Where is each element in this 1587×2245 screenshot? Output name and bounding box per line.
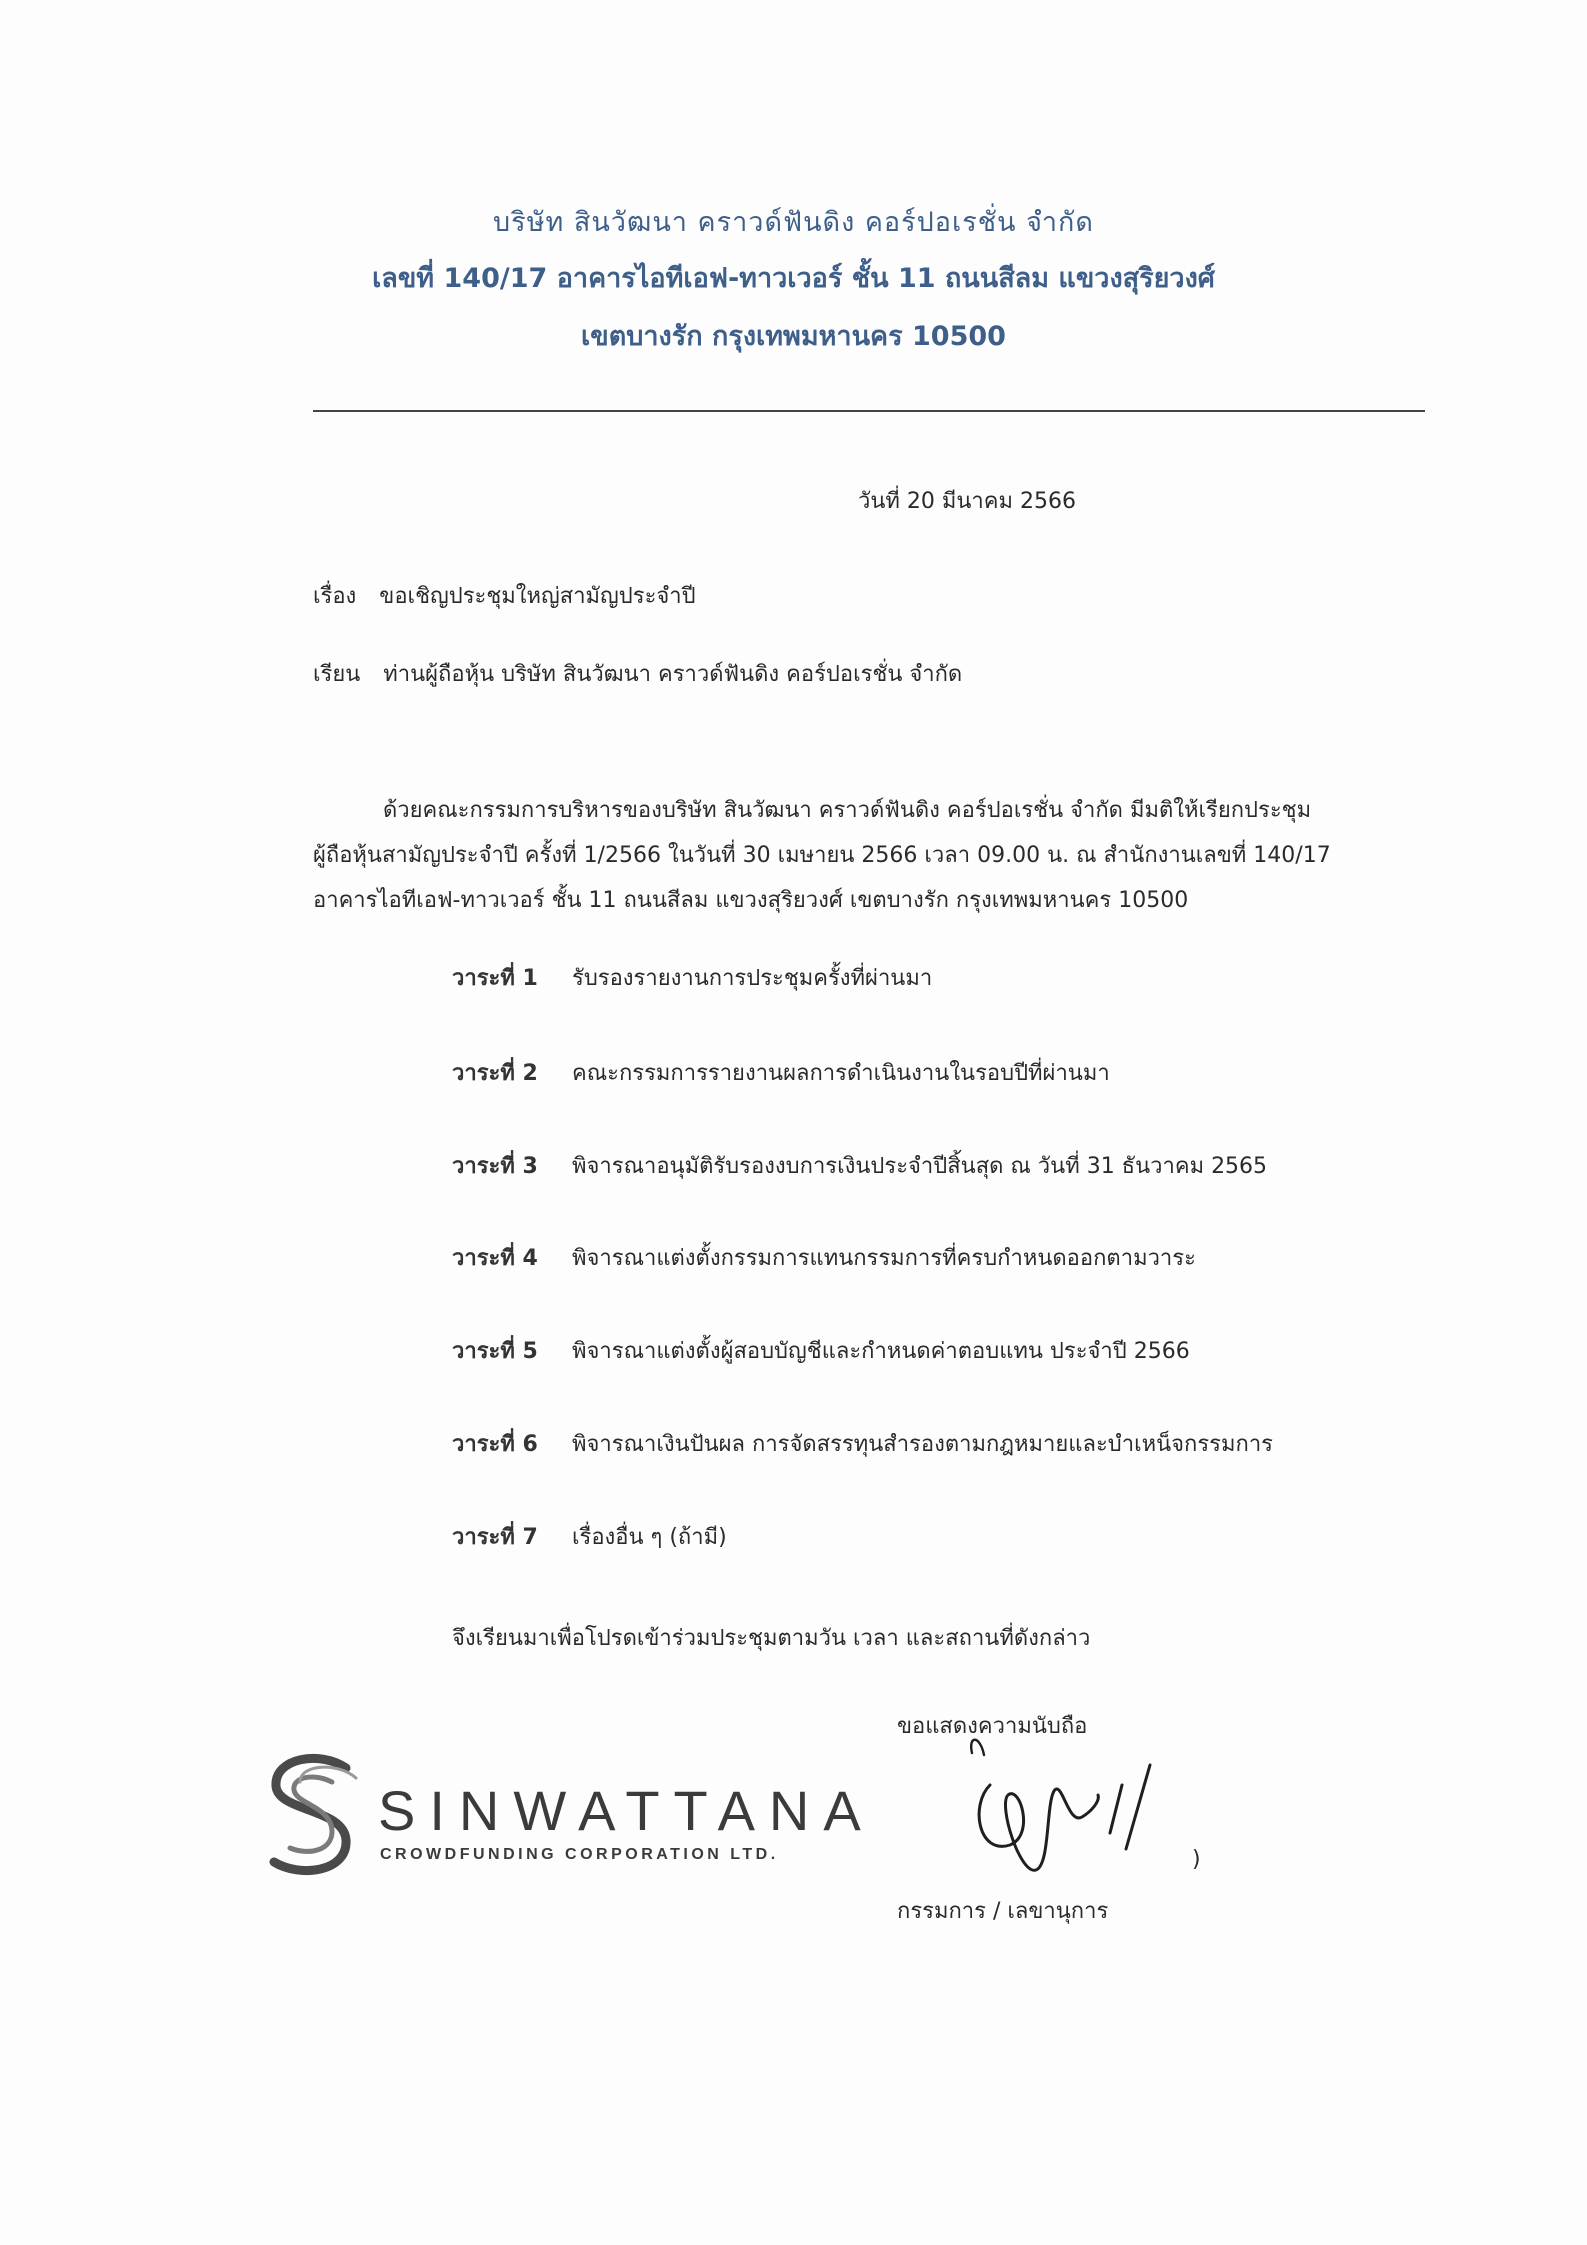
company-logo bbox=[260, 1748, 875, 1888]
subject-label: เรื่อง bbox=[313, 584, 357, 609]
sinwattana-s-logo-icon bbox=[260, 1748, 370, 1883]
signature-name-close-paren: ) bbox=[1192, 1847, 1201, 1872]
salutation-text: ท่านผู้ถือหุ้น บริษัท สินวัฒนา คราวด์ฟันดิง คอร์ปอเรชั่น จำกัด bbox=[383, 662, 963, 687]
agenda-number: วาระที่ 7 bbox=[452, 1525, 538, 1550]
letterhead-company-name: บริษัท สินวัฒนา คราวด์ฟันดิง คอร์ปอเรชั่น จำกัด bbox=[493, 207, 1094, 238]
regards-line: ขอแสดงความนับถือ bbox=[897, 1714, 1088, 1739]
body-line-2: ผู้ถือหุ้นสามัญประจำปี ครั้งที่ 1/2566 ในวันที่ 30 เมษายน 2566 เวลา 09.00 น. ณ สำนักงานเลขที่ 140/17 bbox=[313, 843, 1331, 868]
agenda-text: พิจารณาแต่งตั้งผู้สอบบัญชีและกำหนดค่าตอบแทน ประจำปี 2566 bbox=[572, 1339, 1190, 1364]
salutation-line bbox=[313, 656, 962, 691]
body-line-1: ด้วยคณะกรรมการบริหารของบริษัท สินวัฒนา คราวด์ฟันดิง คอร์ปอเรชั่น จำกัด มีมติให้เรียกประชุม bbox=[383, 798, 1312, 823]
signatory-title: กรรมการ / เลขานุการ bbox=[897, 1899, 1109, 1924]
agenda-text: พิจารณาแต่งตั้งกรรมการแทนกรรมการที่ครบกำหนดออกตามวาระ bbox=[572, 1246, 1196, 1271]
subject-line bbox=[313, 578, 696, 613]
agenda-item bbox=[452, 1148, 1267, 1183]
agenda-text: พิจารณาเงินปันผล การจัดสรรทุนสำรองตามกฎหมายและบำเหน็จกรรมการ bbox=[572, 1432, 1273, 1457]
letterhead-address-line-2: เขตบางรัก กรุงเทพมหานคร 10500 bbox=[581, 321, 1006, 352]
letterhead-address-line-1: เลขที่ 140/17 อาคารไอทีเอฟ-ทาวเวอร์ ชั้น 11 ถนนสีลม แขวงสุริยวงศ์ bbox=[372, 263, 1215, 294]
agenda-text: เรื่องอื่น ๆ (ถ้ามี) bbox=[572, 1525, 727, 1550]
agenda-item bbox=[452, 1519, 727, 1554]
body-paragraph bbox=[313, 788, 1403, 923]
agenda-item bbox=[452, 960, 932, 995]
agenda-item bbox=[452, 1333, 1190, 1368]
agenda-number: วาระที่ 2 bbox=[452, 1061, 538, 1086]
letterhead-divider bbox=[313, 410, 1425, 412]
agenda-text: พิจารณาอนุมัติรับรองงบการเงินประจำปีสิ้นสุด ณ วันที่ 31 ธันวาคม 2565 bbox=[572, 1154, 1268, 1179]
closing-sentence: จึงเรียนมาเพื่อโปรดเข้าร่วมประชุมตามวัน เวลา และสถานที่ดังกล่าว bbox=[452, 1626, 1091, 1651]
subject-text: ขอเชิญประชุมใหญ่สามัญประจำปี bbox=[379, 584, 696, 609]
agenda-item bbox=[452, 1426, 1273, 1461]
agenda-number: วาระที่ 5 bbox=[452, 1339, 538, 1364]
agenda-number: วาระที่ 1 bbox=[452, 966, 538, 991]
agenda-number: วาระที่ 3 bbox=[452, 1154, 538, 1179]
handwritten-signature bbox=[950, 1725, 1190, 1885]
agenda-item bbox=[452, 1055, 1110, 1090]
agenda-item bbox=[452, 1240, 1196, 1275]
letter-date: วันที่ 20 มีนาคม 2566 bbox=[858, 489, 1076, 514]
logo-subtitle: CROWDFUNDING CORPORATION LTD. bbox=[380, 1846, 779, 1863]
agenda-number: วาระที่ 6 bbox=[452, 1432, 538, 1457]
logo-wordmark: SINWATTANA bbox=[378, 1779, 875, 1842]
agenda-text: รับรองรายงานการประชุมครั้งที่ผ่านมา bbox=[572, 966, 933, 991]
salutation-label: เรียน bbox=[313, 662, 361, 687]
body-line-3: อาคารไอทีเอฟ-ทาวเวอร์ ชั้น 11 ถนนสีลม แขวงสุริยวงศ์ เขตบางรัก กรุงเทพมหานคร 10500 bbox=[313, 888, 1189, 913]
agenda-number: วาระที่ 4 bbox=[452, 1246, 538, 1271]
agenda-text: คณะกรรมการรายงานผลการดำเนินงานในรอบปีที่ผ่านมา bbox=[572, 1061, 1110, 1086]
